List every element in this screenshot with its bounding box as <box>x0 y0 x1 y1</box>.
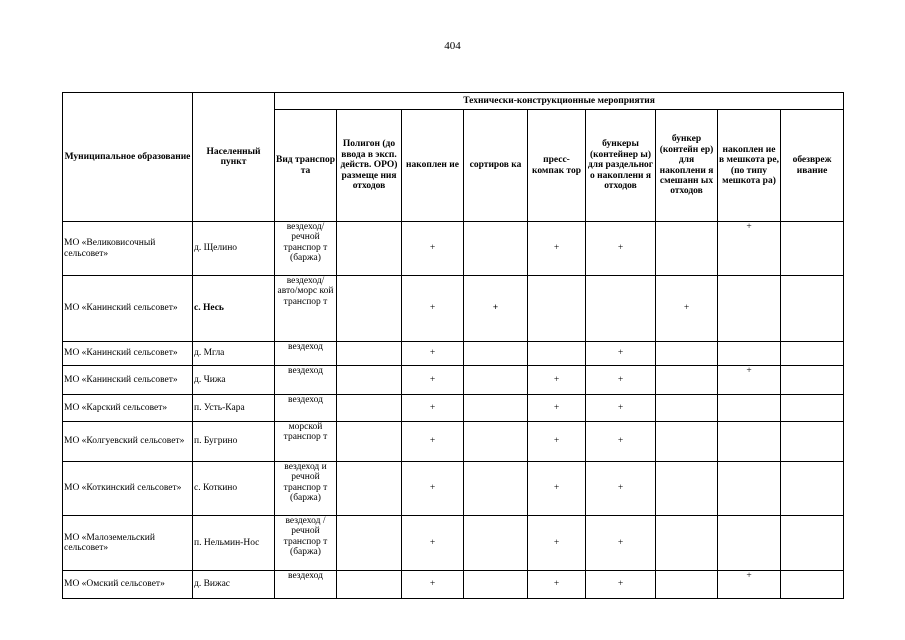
cell-settlement: д. Вижас <box>193 571 275 599</box>
cell-press-compactor: + <box>528 462 586 516</box>
header-group: Технически-конструкционные мероприятия <box>275 93 844 110</box>
table-row <box>63 276 844 342</box>
cell-mixed-bins <box>656 462 718 516</box>
cell-mixed-bins <box>656 395 718 422</box>
cell-transport: вездеход <box>275 571 337 599</box>
cell-settlement: п. Нельмин-Нос <box>193 516 275 571</box>
cell-bag-accumulation <box>718 422 781 462</box>
cell-landfill <box>337 222 402 276</box>
cell-separate-bins: + <box>586 395 656 422</box>
cell-mixed-bins <box>656 516 718 571</box>
cell-transport: вездеход/ авто/морс кой транспор т <box>275 276 337 342</box>
cell-accumulation: + <box>402 342 464 366</box>
cell-accumulation: + <box>402 222 464 276</box>
table-row <box>63 571 844 599</box>
cell-sorting <box>464 516 528 571</box>
cell-bag-accumulation <box>718 462 781 516</box>
cell-accumulation: + <box>402 571 464 599</box>
cell-landfill <box>337 462 402 516</box>
cell-neutralization <box>781 222 844 276</box>
cell-landfill <box>337 516 402 571</box>
cell-press-compactor: + <box>528 422 586 462</box>
table-row <box>63 366 844 395</box>
cell-accumulation: + <box>402 422 464 462</box>
cell-municipality: МО «Канинский сельсовет» <box>63 276 193 342</box>
page-number: 404 <box>444 40 461 52</box>
cell-landfill <box>337 422 402 462</box>
table-row <box>63 462 844 516</box>
table-row <box>63 395 844 422</box>
cell-accumulation: + <box>402 366 464 395</box>
cell-landfill <box>337 571 402 599</box>
cell-municipality: МО «Колгуевский сельсовет» <box>63 422 193 462</box>
cell-neutralization <box>781 422 844 462</box>
header-row-group <box>63 93 844 110</box>
header-settlement: Населенный пункт <box>193 93 275 222</box>
cell-press-compactor <box>528 276 586 342</box>
cell-separate-bins: + <box>586 342 656 366</box>
header-col-mixed-bins: бункер (контейн ер) для накоплени я смешанн ых отходов <box>656 110 718 222</box>
header-col-bag-accumulation: накоплен ие в мешкота ре, (по типу мешкота ра) <box>718 110 781 222</box>
cell-bag-accumulation: + <box>718 571 781 599</box>
cell-bag-accumulation <box>718 516 781 571</box>
cell-accumulation: + <box>402 462 464 516</box>
cell-transport: вездеход/ речной транспор т (баржа) <box>275 222 337 276</box>
cell-transport: вездеход и речной транспор т (баржа) <box>275 462 337 516</box>
cell-neutralization <box>781 366 844 395</box>
cell-neutralization <box>781 395 844 422</box>
cell-separate-bins: + <box>586 516 656 571</box>
cell-accumulation: + <box>402 395 464 422</box>
header-municipality: Муниципальное образование <box>63 93 193 222</box>
cell-municipality: МО «Малоземельский сельсовет» <box>63 516 193 571</box>
cell-municipality: МО «Омский сельсовет» <box>63 571 193 599</box>
cell-mixed-bins <box>656 571 718 599</box>
cell-accumulation: + <box>402 516 464 571</box>
cell-municipality: МО «Канинский сельсовет» <box>63 342 193 366</box>
cell-mixed-bins <box>656 366 718 395</box>
cell-mixed-bins <box>656 222 718 276</box>
cell-bag-accumulation <box>718 276 781 342</box>
cell-landfill <box>337 395 402 422</box>
cell-transport: морской транспор т <box>275 422 337 462</box>
cell-sorting <box>464 571 528 599</box>
header-col-sorting: сортиров ка <box>464 110 528 222</box>
cell-settlement: с. Коткино <box>193 462 275 516</box>
header-col-separate-bins: бункеры (контейнер ы) для раздельног о накоплени я отходов <box>586 110 656 222</box>
cell-separate-bins: + <box>586 462 656 516</box>
cell-sorting <box>464 366 528 395</box>
cell-sorting <box>464 395 528 422</box>
cell-settlement: п. Усть-Кара <box>193 395 275 422</box>
cell-landfill <box>337 366 402 395</box>
table-row <box>63 342 844 366</box>
cell-bag-accumulation <box>718 395 781 422</box>
cell-neutralization <box>781 462 844 516</box>
cell-landfill <box>337 276 402 342</box>
cell-mixed-bins <box>656 422 718 462</box>
cell-press-compactor: + <box>528 366 586 395</box>
cell-separate-bins: + <box>586 422 656 462</box>
cell-sorting <box>464 422 528 462</box>
cell-neutralization <box>781 276 844 342</box>
header-col-landfill: Полигон (до ввода в эксп. действ. ОРО) размеще ния отходов <box>337 110 402 222</box>
cell-sorting <box>464 462 528 516</box>
cell-settlement: с. Несь <box>193 276 275 342</box>
cell-sorting: + <box>464 276 528 342</box>
cell-bag-accumulation: + <box>718 366 781 395</box>
cell-sorting <box>464 222 528 276</box>
cell-settlement: д. Мгла <box>193 342 275 366</box>
cell-separate-bins <box>586 276 656 342</box>
cell-accumulation: + <box>402 276 464 342</box>
cell-transport: вездеход <box>275 342 337 366</box>
cell-bag-accumulation <box>718 342 781 366</box>
cell-settlement: д. Щелино <box>193 222 275 276</box>
cell-separate-bins: + <box>586 222 656 276</box>
cell-neutralization <box>781 571 844 599</box>
cell-bag-accumulation: + <box>718 222 781 276</box>
header-col-press-compactor: пресс-компак тор <box>528 110 586 222</box>
cell-press-compactor <box>528 342 586 366</box>
cell-separate-bins: + <box>586 571 656 599</box>
cell-press-compactor: + <box>528 571 586 599</box>
cell-neutralization <box>781 342 844 366</box>
cell-press-compactor: + <box>528 516 586 571</box>
cell-settlement: п. Бугрино <box>193 422 275 462</box>
cell-municipality: МО «Карский сельсовет» <box>63 395 193 422</box>
table-row <box>63 422 844 462</box>
header-col-neutralization: обезвреж ивание <box>781 110 844 222</box>
cell-municipality: МО «Великовисочный сельсовет» <box>63 222 193 276</box>
header-col-transport: Вид транспор та <box>275 110 337 222</box>
cell-mixed-bins: + <box>656 276 718 342</box>
table-row <box>63 516 844 571</box>
cell-press-compactor: + <box>528 395 586 422</box>
cell-settlement: д. Чижа <box>193 366 275 395</box>
cell-municipality: МО «Канинский сельсовет» <box>63 366 193 395</box>
measures-table <box>62 92 844 599</box>
cell-transport: вездеход <box>275 395 337 422</box>
table-row <box>63 222 844 276</box>
cell-mixed-bins <box>656 342 718 366</box>
cell-sorting <box>464 342 528 366</box>
cell-press-compactor: + <box>528 222 586 276</box>
cell-municipality: МО «Коткинский сельсовет» <box>63 462 193 516</box>
cell-separate-bins: + <box>586 366 656 395</box>
cell-transport: вездеход <box>275 366 337 395</box>
cell-transport: вездеход / речной транспор т (баржа) <box>275 516 337 571</box>
cell-neutralization <box>781 516 844 571</box>
header-col-accumulation: накоплен ие <box>402 110 464 222</box>
cell-landfill <box>337 342 402 366</box>
